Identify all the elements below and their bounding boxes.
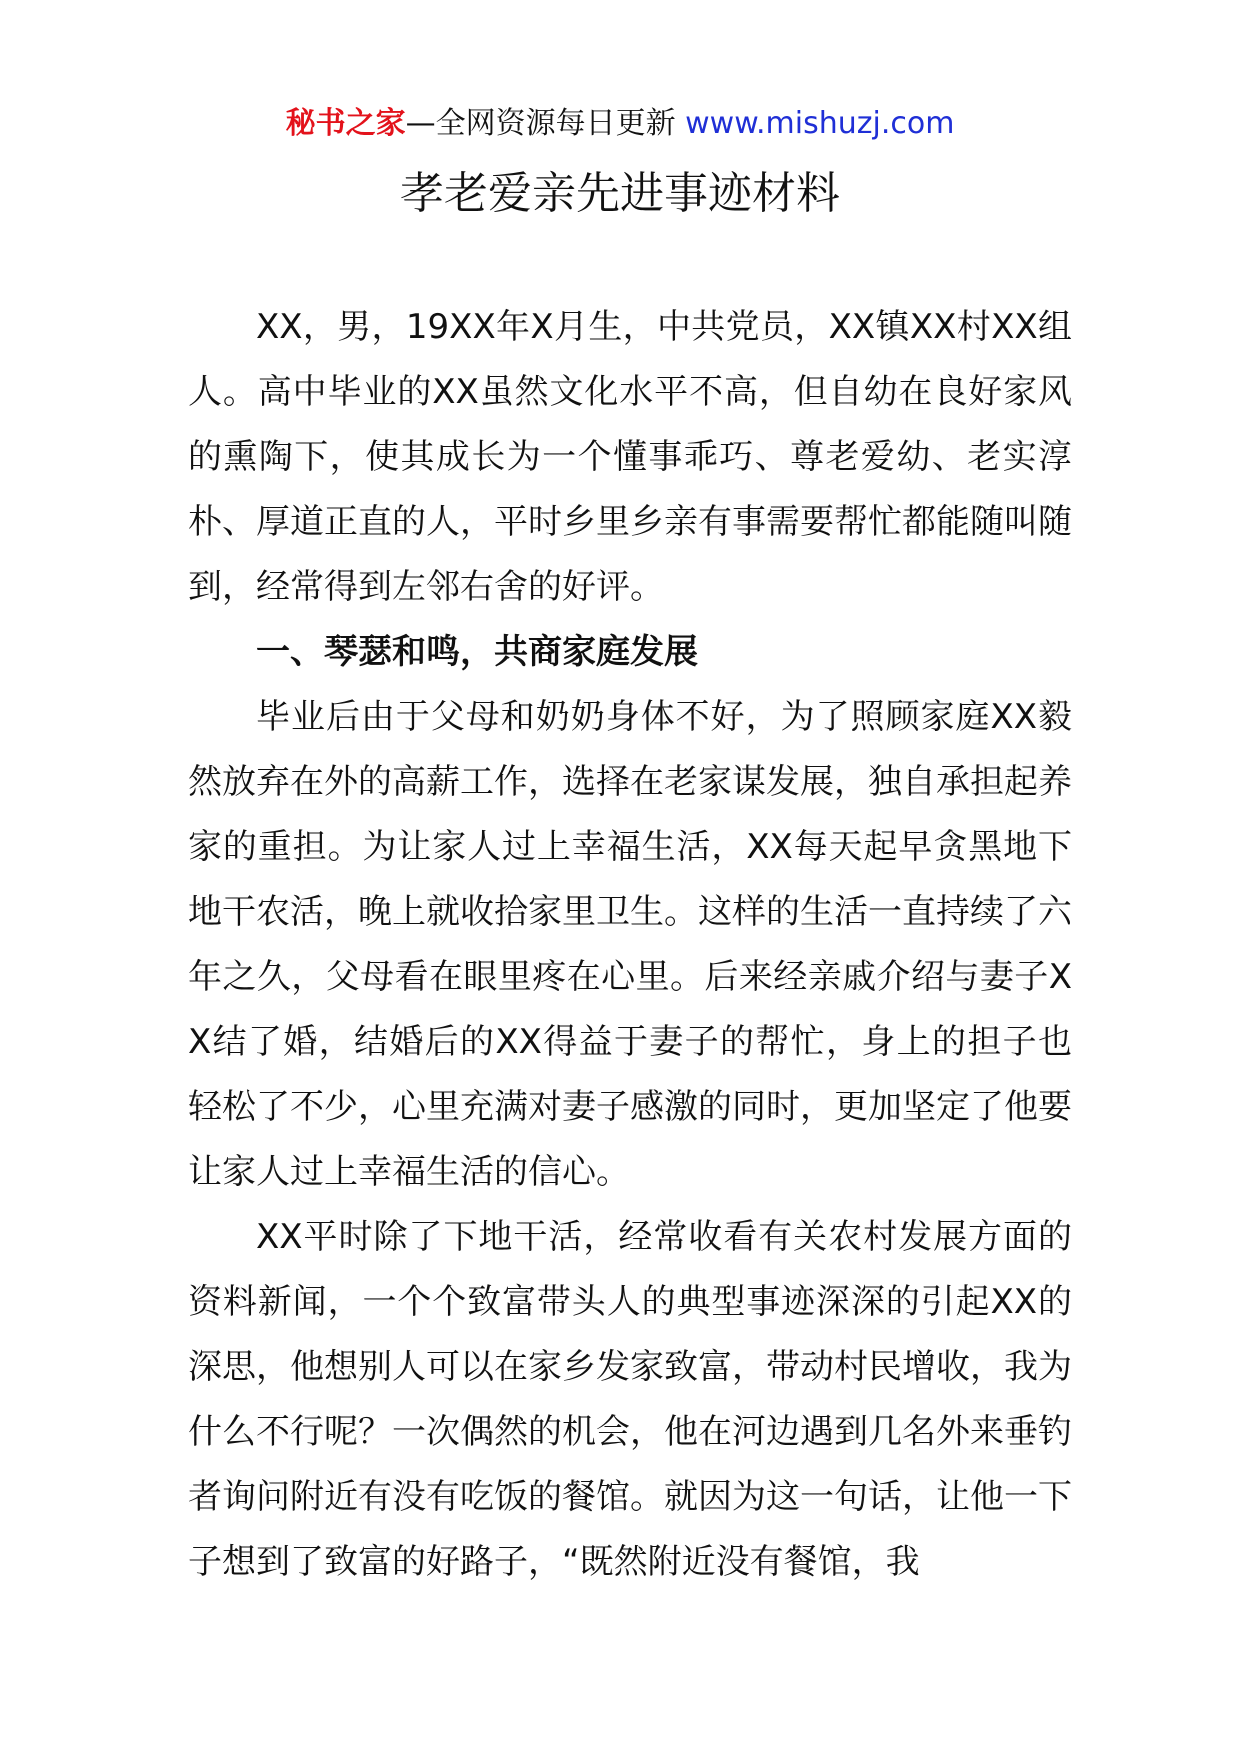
document-body — [188, 295, 1072, 1595]
paragraph-family: 毕业后由于父母和奶奶身体不好，为了照顾家庭XX毅然放弃在外的高薪工作，选择在老家谋发展，独自承担起养家的重担。为让家人过上幸福生活，XX每天起早贪黑地下地干农活，晚上就收拾家里卫生。这样的生活一直持续了六年之久，父母看在眼里疼在心里。后来经亲戚介绍与妻子XX结了婚，结婚后的XX得益于妻子的帮忙，身上的担子也轻松了不少，心里充满对妻子感激的同时，更加坚定了他要让家人过上幸福生活的信心。 — [188, 697, 1072, 1192]
section-heading-1: 一、琴瑟和鸣，共商家庭发展 — [256, 632, 698, 672]
site-header — [0, 100, 1240, 148]
site-tagline: —全网资源每日更新 — [405, 106, 676, 141]
document-title: 孝老爱亲先进事迹材料 — [400, 168, 840, 219]
paragraph-intro: XX，男，19XX年X月生，中共党员，XX镇XX村XX组人。高中毕业的XX虽然文化水平不高，但自幼在良好家风的熏陶下，使其成长为一个懂事乖巧、尊老爱幼、老实淳朴、厚道正直的人，平时乡里乡亲有事需要帮忙都能随叫随到，经常得到左邻右舍的好评。 — [188, 307, 1072, 607]
paragraph-business: XX平时除了下地干活，经常收看有关农村发展方面的资料新闻，一个个致富带头人的典型事迹深深的引起XX的深思，他想别人可以在家乡发家致富，带动村民增收，我为什么不行呢？一次偶然的机会，他在河边遇到几名外来垂钓者询问附近有没有吃饭的餐馆。就因为这一句话，让他一下子想到了致富的好路子，“既然附近没有餐馆，我 — [188, 1217, 1072, 1582]
site-brand: 秘书之家 — [285, 106, 406, 141]
site-url-link[interactable]: www.mishuzj.com — [685, 106, 955, 141]
